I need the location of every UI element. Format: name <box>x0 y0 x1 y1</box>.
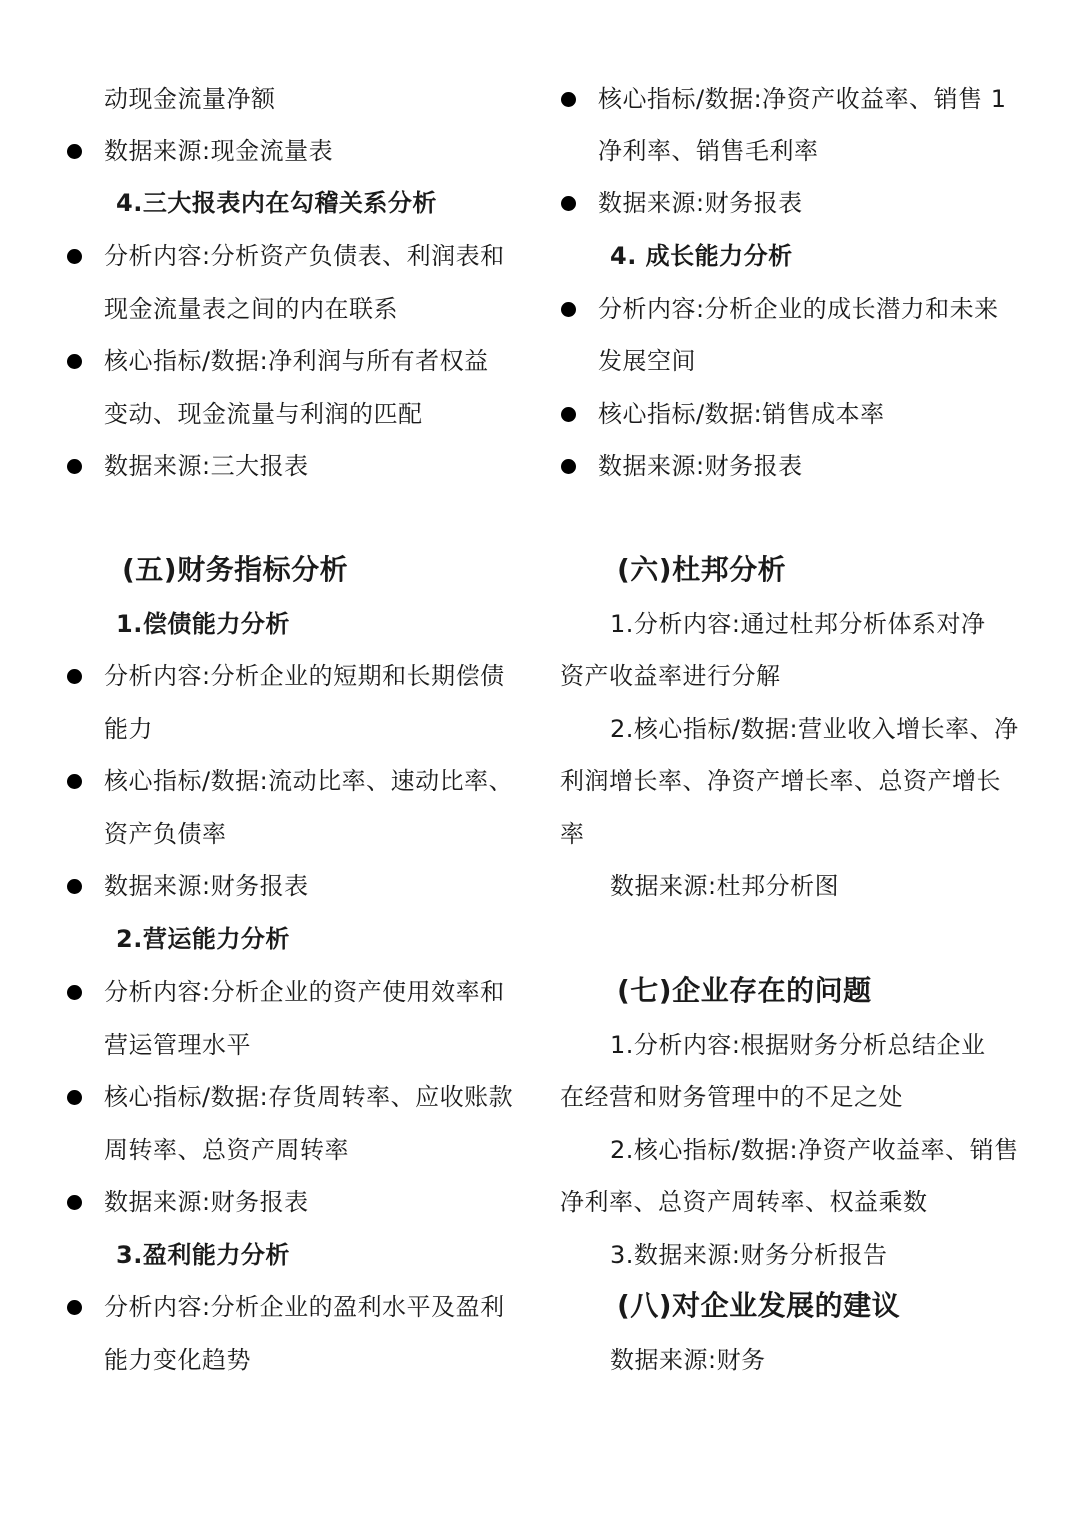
left-line-wrap: 资产负债率 <box>104 820 227 848</box>
left-bullet-analysis-content: 分析内容:分析企业的资产使用效率和 <box>104 978 505 1006</box>
left-line-wrap: 现金流量表之间的内在联系 <box>104 295 398 323</box>
right-line-wrap: 净利率、销售毛利率 <box>598 137 819 165</box>
right-bullet-data-source: 数据来源:财务报表 <box>598 189 803 217</box>
right-para-2: 2.核心指标/数据:营业收入增长率、净 <box>610 715 1019 743</box>
left-line-wrap: 周转率、总资产周转率 <box>104 1136 349 1164</box>
right-para-data-source: 数据来源:杜邦分析图 <box>610 872 840 900</box>
bullet-icon <box>67 1090 82 1105</box>
left-subheading-2: 2.营运能力分析 <box>116 925 290 953</box>
right-para-wrap: 净利率、总资产周转率、权益乘数 <box>560 1188 928 1216</box>
bullet-icon <box>67 985 82 1000</box>
right-para-3: 3.数据来源:财务分析报告 <box>610 1241 888 1269</box>
right-bullet-core-indicator: 核心指标/数据:净资产收益率、销售 1 <box>598 85 1007 113</box>
left-bullet-data-source: 数据来源:现金流量表 <box>104 137 334 165</box>
right-para-2: 2.核心指标/数据:净资产收益率、销售 <box>610 1136 1019 1164</box>
right-para-wrap: 在经营和财务管理中的不足之处 <box>560 1083 903 1111</box>
right-bullet-analysis-content: 分析内容:分析企业的成长潜力和未来 <box>598 295 999 323</box>
left-bullet-core-indicator: 核心指标/数据:净利润与所有者权益 <box>104 347 489 375</box>
bullet-icon <box>561 459 576 474</box>
bullet-icon <box>67 144 82 159</box>
right-bullet-data-source: 数据来源:财务报表 <box>598 452 803 480</box>
left-bullet-core-indicator: 核心指标/数据:存货周转率、应收账款 <box>104 1083 514 1111</box>
right-line-wrap: 发展空间 <box>598 347 696 375</box>
right-para-data-source: 数据来源:财务 <box>610 1346 766 1374</box>
left-subheading-4: 4.三大报表内在勾稽关系分析 <box>116 189 437 217</box>
bullet-icon <box>561 92 576 107</box>
left-bullet-core-indicator: 核心指标/数据:流动比率、速动比率、 <box>104 767 514 795</box>
section-heading-6: (六)杜邦分析 <box>617 553 787 586</box>
right-para-1: 1.分析内容:通过杜邦分析体系对净 <box>610 610 986 638</box>
section-heading-5: (五)财务指标分析 <box>122 553 349 586</box>
left-bullet-data-source: 数据来源:三大报表 <box>104 452 309 480</box>
right-para-wrap: 率 <box>560 820 585 848</box>
right-para-wrap: 利润增长率、净资产增长率、总资产增长 <box>560 767 1001 795</box>
bullet-icon <box>67 249 82 264</box>
right-para-wrap: 资产收益率进行分解 <box>560 662 781 690</box>
left-line-wrap: 能力 <box>104 715 153 743</box>
bullet-icon <box>67 774 82 789</box>
left-subheading-1: 1.偿债能力分析 <box>116 610 290 638</box>
bullet-icon <box>67 354 82 369</box>
left-bullet-analysis-content: 分析内容:分析企业的盈利水平及盈利 <box>104 1293 505 1321</box>
left-line-wrap: 营运管理水平 <box>104 1031 251 1059</box>
left-line-1: 动现金流量净额 <box>104 85 276 113</box>
right-subheading-4: 4. 成长能力分析 <box>610 242 793 270</box>
bullet-icon <box>67 1195 82 1210</box>
left-bullet-data-source: 数据来源:财务报表 <box>104 1188 309 1216</box>
bullet-icon <box>561 302 576 317</box>
bullet-icon <box>561 196 576 211</box>
bullet-icon <box>67 1300 82 1315</box>
section-heading-8: (八)对企业发展的建议 <box>617 1289 901 1322</box>
left-bullet-analysis-content: 分析内容:分析企业的短期和长期偿债 <box>104 662 505 690</box>
bullet-icon <box>67 879 82 894</box>
right-bullet-core-indicator: 核心指标/数据:销售成本率 <box>598 400 885 428</box>
bullet-icon <box>561 407 576 422</box>
bullet-icon <box>67 459 82 474</box>
bullet-icon <box>67 669 82 684</box>
left-line-wrap: 变动、现金流量与利润的匹配 <box>104 400 423 428</box>
right-para-1: 1.分析内容:根据财务分析总结企业 <box>610 1031 986 1059</box>
left-bullet-data-source: 数据来源:财务报表 <box>104 872 309 900</box>
section-heading-7: (七)企业存在的问题 <box>617 974 872 1007</box>
left-line-wrap: 能力变化趋势 <box>104 1346 251 1374</box>
left-subheading-3: 3.盈利能力分析 <box>116 1241 290 1269</box>
left-bullet-analysis-content: 分析内容:分析资产负债表、利润表和 <box>104 242 505 270</box>
